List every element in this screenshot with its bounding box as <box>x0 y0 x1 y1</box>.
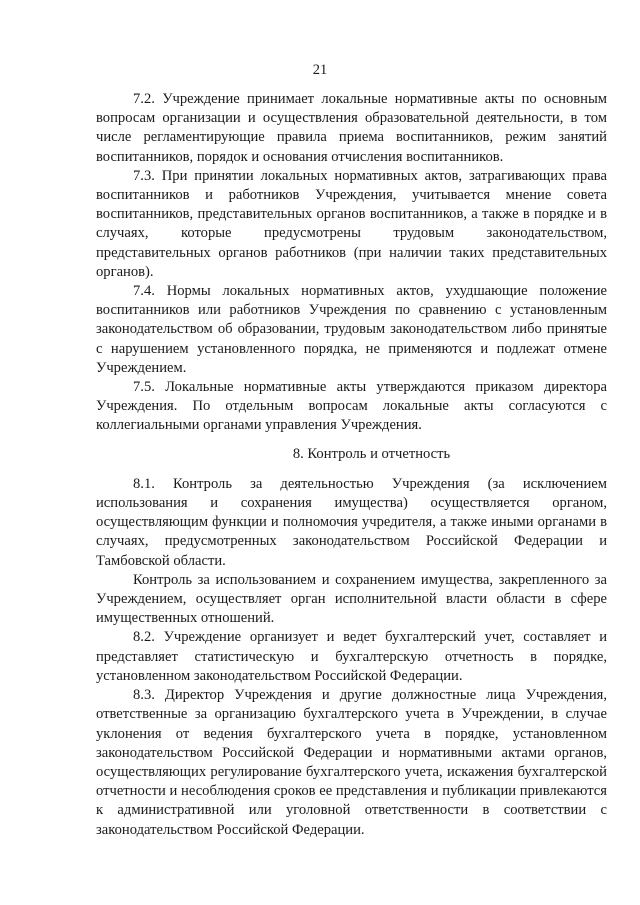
paragraph-7-5: 7.5. Локальные нормативные акты утверждаются приказом директора Учреждения. По отдельным вопросам локальные акты согласуются с коллегиальными органами управления Учреждения. <box>96 379 607 434</box>
paragraph-7-3: 7.3. При принятии локальных нормативных актов, затрагивающих права воспитанников и работников Учреждения, учитывается мнение совета воспитанников, представительных органов воспитанников, а также в порядке и в случаях, которые предусмотрены трудовым законодательством, представительных органов работников (при наличии таких представительных органов). <box>96 167 607 280</box>
paragraph-7-2: 7.2. Учреждение принимает локальные нормативные акты по основным вопросам организации и осуществления образовательной деятельности, в том числе регламентирующие правила приема воспитанников, режим занятий воспитанников, порядок и основания отчисления воспитанников. <box>96 91 607 165</box>
page-number: 21 <box>312 62 328 78</box>
paragraph-8-3: 8.3. Директор Учреждения и другие должностные лица Учреждения, ответственные за организацию бухгалтерского учета в Учреждении, в случае уклонения от ведения бухгалтерского учета в порядке, установленном законодательством Российской Федерации и нормативными актами органов, осуществляющих регулирование бухгалтерского учета, искажения бухгалтерской отчетности и несоблюдения сроков ее представления и публикации привлекаются к административной или уголовной ответственности в соответствии с законодательством Российской Федерации. <box>96 687 607 838</box>
paragraph-7-4: 7.4. Нормы локальных нормативных актов, ухудшающие положение воспитанников или работников Учреждения по сравнению с установленным законодательством об образовании, трудовым законодательством либо принятые с нарушением установленного порядка, не применяются и подлежат отмене Учреждением. <box>96 283 607 376</box>
document-body <box>96 90 607 840</box>
paragraph-8-1: 8.1. Контроль за деятельностью Учреждения (за исключением использования и сохранения имущества) осуществляется органом, осуществляющим функции и полномочия учредителя, а также иными органами в случаях, предусмотренных законодательством Российской Федерации и Тамбовской области. <box>96 475 607 569</box>
paragraph-8-1-property-control: Контроль за использованием и сохранением имущества, закрепленного за Учреждением, осуществляет орган исполнительной власти области в сфере имущественных отношений. <box>96 571 607 627</box>
section-8-heading: 8. Контроль и отчетность <box>292 445 451 462</box>
paragraph-8-2: 8.2. Учреждение организует и ведет бухгалтерский учет, составляет и представляет статистическую и бухгалтерскую отчетность в порядке, установленном законодательством Российской Федерации. <box>96 629 607 684</box>
